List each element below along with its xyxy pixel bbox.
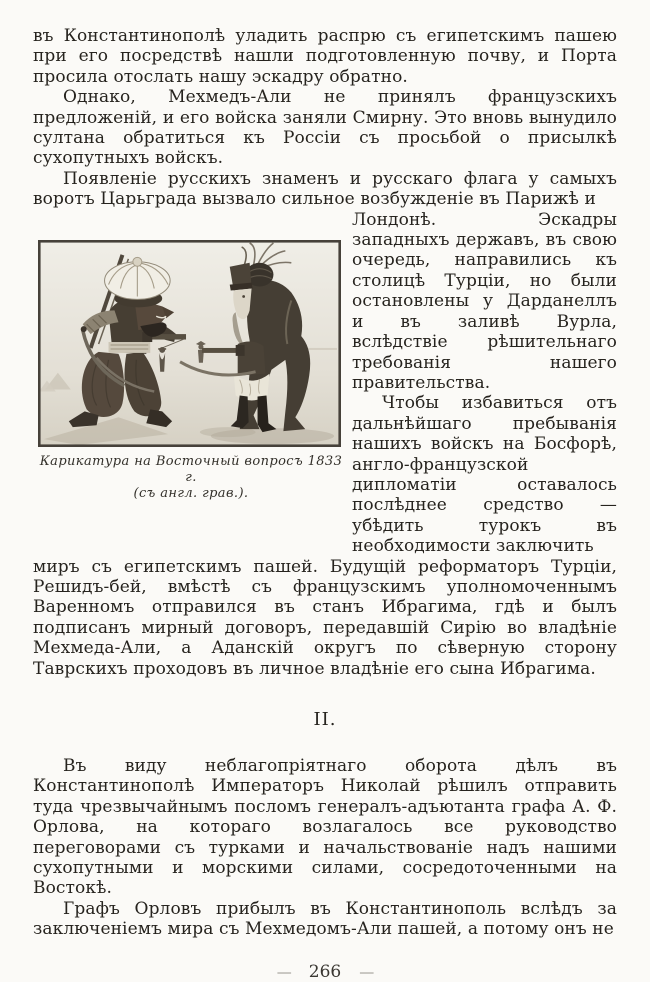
paragraph-orlov-mission: Въ виду неблагопріятнаго оборота дѣлъ въ Константинополѣ Императоръ Николай рѣшилъ отправить туда чрезвычайнымъ посломъ генералъ-адъютанта графа А. Ф. Орлова, на котораго возлагалось все руководство переговорами съ турками и начальствованіе надъ нашими сухопутными и морскими силами, сосредоточенными на Востокѣ. [33,756,617,899]
paragraph-peace-treaty: миръ съ египетскимъ пашей. Будущій реформаторъ Турціи, Решидъ-бей, вмѣстѣ съ французскимъ уполномоченнымъ Варенномъ отправился въ станъ Ибрагима, гдѣ и былъ подписанъ мирный договоръ, передавшій Сирію во владѣніе Мехмеда-Али, а Аданскій округъ по сѣверную сторону Таврскихъ проходовъ въ личное владѣніе его сына Ибрагима. [33,556,617,679]
figure-caption [38,454,344,502]
paragraph-flags-above-figure: Появленіе русскихъ знаменъ и русскаго флага у самыхъ воротъ Царьграда вызвало сильное возбужденіе въ Парижѣ и [33,168,617,210]
figure-and-text-row [33,210,617,557]
caricature-image [39,241,340,446]
section-heading: II. [313,709,337,730]
figure-caption-line1: Карикатура на Восточный вопросъ 1833 г. [39,453,343,485]
figure-block [38,240,344,502]
page-number: 266 [308,961,342,982]
text-beside-figure [352,210,617,557]
footer-dash-right: — [359,962,374,981]
paragraph-orlov-arrival: Графъ Орловъ прибылъ въ Константинополь вслѣдъ за заключеніемъ мира съ Мехмедомъ-Али пашей, а потому онъ не [33,898,617,940]
footer-dash-left: — [276,962,291,981]
page-footer [33,962,617,982]
paragraph-bosphorus: Чтобы избавиться отъ дальнѣйшаго пребыванія нашихъ войскъ на Босфорѣ, англо-французской дипломатіи оставалось послѣднее средство — убѣдить турокъ въ необходимости заключить [352,393,617,557]
figure-frame [38,240,341,447]
paragraph-london-squadrons: Лондонѣ. Эскадры западныхъ державъ, въ свою очередь, направились къ столицѣ Турціи, но были остановлены у Дарданеллъ и въ заливѣ Вурла, вслѣдствіе рѣшительнаго требованія нашего правительства. [352,209,617,393]
paragraph-mehmed-ali: Однако, Мехмедъ-Али не принялъ французскихъ предложеній, и его войска заняли Смирну. Это вновь вынудило султана обратиться къ Россіи съ просьбой о присылкѣ сухопутныхъ войскъ. [33,87,617,169]
paragraph-continuation: въ Константинополѣ уладить распрю съ египетскимъ пашею при его посредствѣ нашли подготовленную почву, и Порта просила отослать нашу эскадру обратно. [33,26,617,87]
figure-caption-line2: (съ англ. грав.). [133,485,249,501]
